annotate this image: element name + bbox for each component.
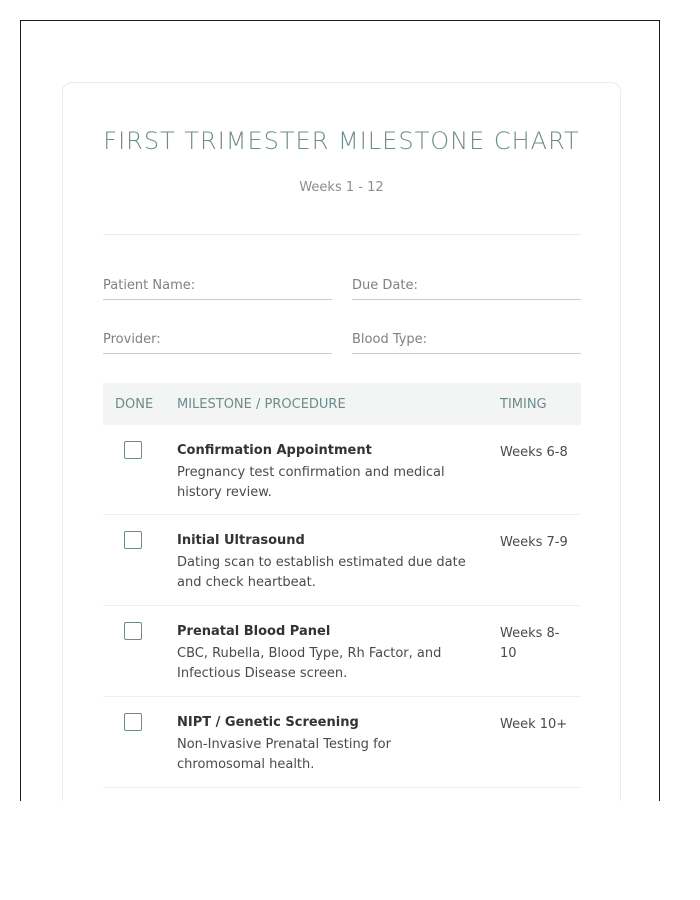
milestone-title: Initial Ultrasound	[177, 533, 305, 548]
header-divider	[103, 234, 581, 235]
milestone-title: NIPT / Genetic Screening	[177, 715, 359, 730]
due-date-field[interactable]	[352, 273, 581, 300]
header-milestone: MILESTONE / PROCEDURE	[177, 397, 346, 412]
patient-name-label: Patient Name:	[103, 278, 196, 293]
provider-label: Provider:	[103, 332, 161, 347]
milestone-title: Confirmation Appointment	[177, 443, 372, 458]
table-row	[103, 606, 581, 697]
table-row	[103, 425, 581, 515]
milestone-title: Prenatal Blood Panel	[177, 624, 331, 639]
milestone-description: Non-Invasive Prenatal Testing for chromosomal health.	[177, 737, 391, 772]
page-frame	[20, 20, 660, 801]
table-row	[103, 515, 581, 606]
page-subtitle: Weeks 1 - 12	[299, 180, 384, 195]
milestone-table	[103, 383, 581, 788]
done-checkbox[interactable]	[124, 531, 142, 549]
milestone-timing: Week 10+	[500, 717, 568, 732]
done-checkbox[interactable]	[124, 622, 142, 640]
table-row	[103, 697, 581, 788]
provider-field[interactable]	[103, 327, 332, 354]
blood-type-label: Blood Type:	[352, 332, 428, 347]
header-done: DONE	[115, 397, 154, 412]
header-timing: TIMING	[500, 397, 547, 412]
done-checkbox[interactable]	[124, 441, 142, 459]
milestone-timing: Weeks 6-8	[500, 445, 568, 460]
milestone-timing: Weeks 8-10	[500, 626, 560, 661]
milestone-description: Dating scan to establish estimated due date and check heartbeat.	[177, 555, 466, 590]
milestone-timing: Weeks 7-9	[500, 535, 568, 550]
milestone-card	[62, 82, 621, 801]
page-title: FIRST TRIMESTER MILESTONE CHART	[103, 127, 580, 155]
done-checkbox[interactable]	[124, 713, 142, 731]
blood-type-field[interactable]	[352, 327, 581, 354]
due-date-label: Due Date:	[352, 278, 418, 293]
milestone-description: Pregnancy test confirmation and medical history review.	[177, 465, 445, 500]
table-header	[103, 383, 581, 425]
milestone-description: CBC, Rubella, Blood Type, Rh Factor, and Infectious Disease screen.	[177, 646, 442, 681]
patient-name-field[interactable]	[103, 273, 332, 300]
